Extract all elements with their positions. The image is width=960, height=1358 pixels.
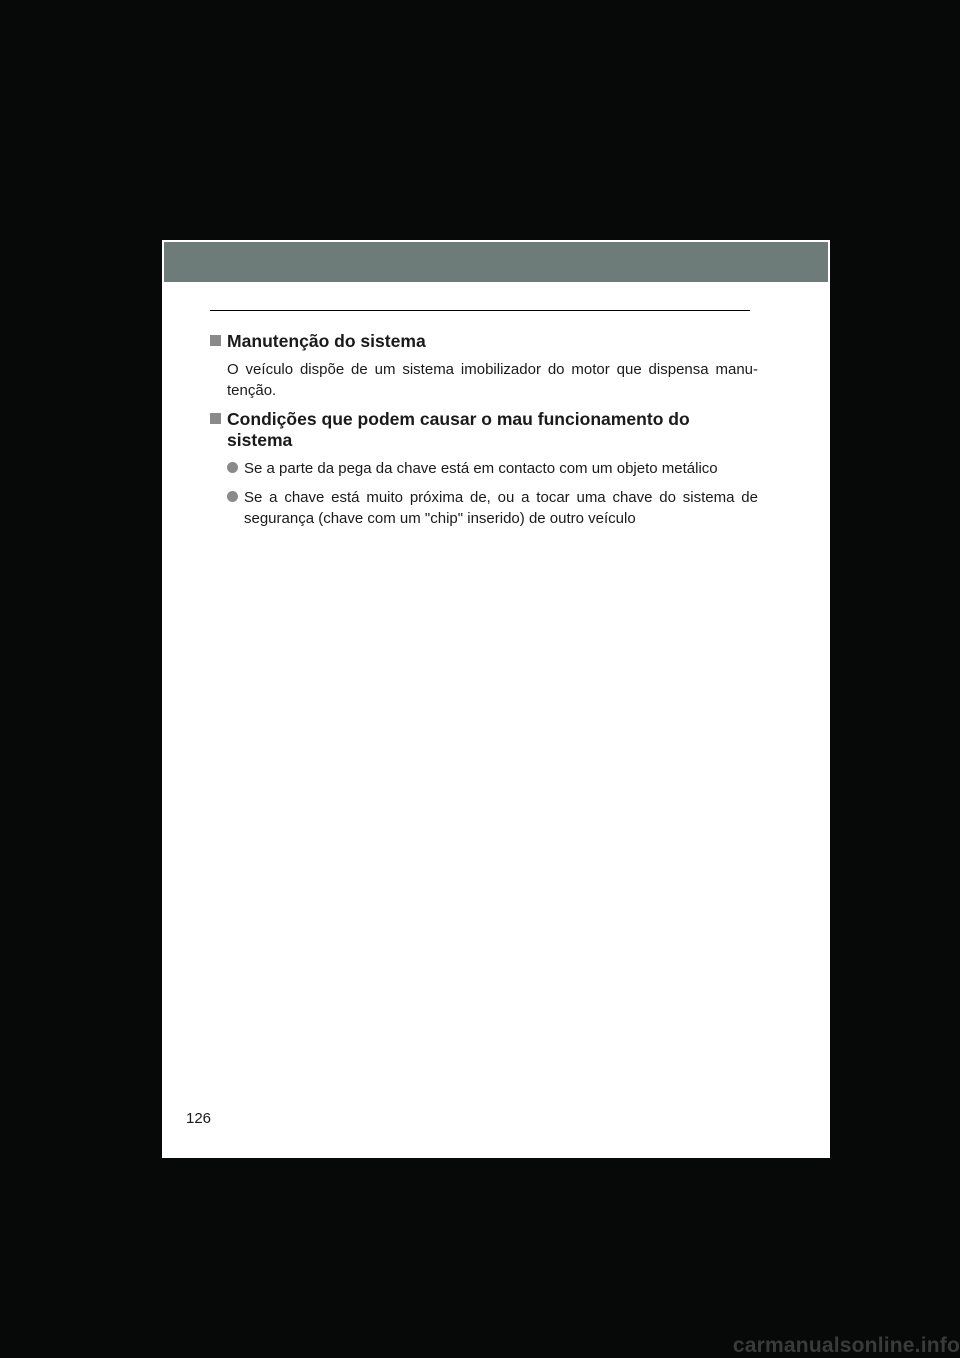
watermark: carmanualsonline.info (732, 1334, 960, 1357)
square-bullet-icon (210, 413, 221, 424)
top-rule (210, 310, 750, 311)
section-heading (210, 409, 758, 451)
list-item (227, 487, 758, 529)
list-item-text: Se a chave está muito próxima de, ou a tocar uma chave do sistema de segurança (chave com um "chip" inserido) de outro veículo (244, 489, 758, 527)
bullet-list (227, 458, 758, 529)
section-system-maintenance (210, 331, 758, 401)
section-title: Condições que podem causar o mau funcionamento do sistema (227, 409, 690, 450)
list-item-text: Se a parte da pega da chave está em contacto com um objeto metálico (244, 460, 718, 477)
header-band (164, 242, 828, 282)
page-content (210, 331, 758, 537)
page-number: 126 (186, 1110, 212, 1127)
section-heading (210, 331, 758, 352)
section-body: O veículo dispõe de um sistema imobilizador do motor que dispensa manu-tenção. (227, 361, 758, 399)
circle-bullet-icon (227, 491, 238, 502)
manual-page (162, 240, 830, 1158)
section-title: Manutenção do sistema (227, 331, 426, 351)
list-item (227, 458, 758, 479)
square-bullet-icon (210, 335, 221, 346)
circle-bullet-icon (227, 462, 238, 473)
section-malfunction-conditions (210, 409, 758, 529)
